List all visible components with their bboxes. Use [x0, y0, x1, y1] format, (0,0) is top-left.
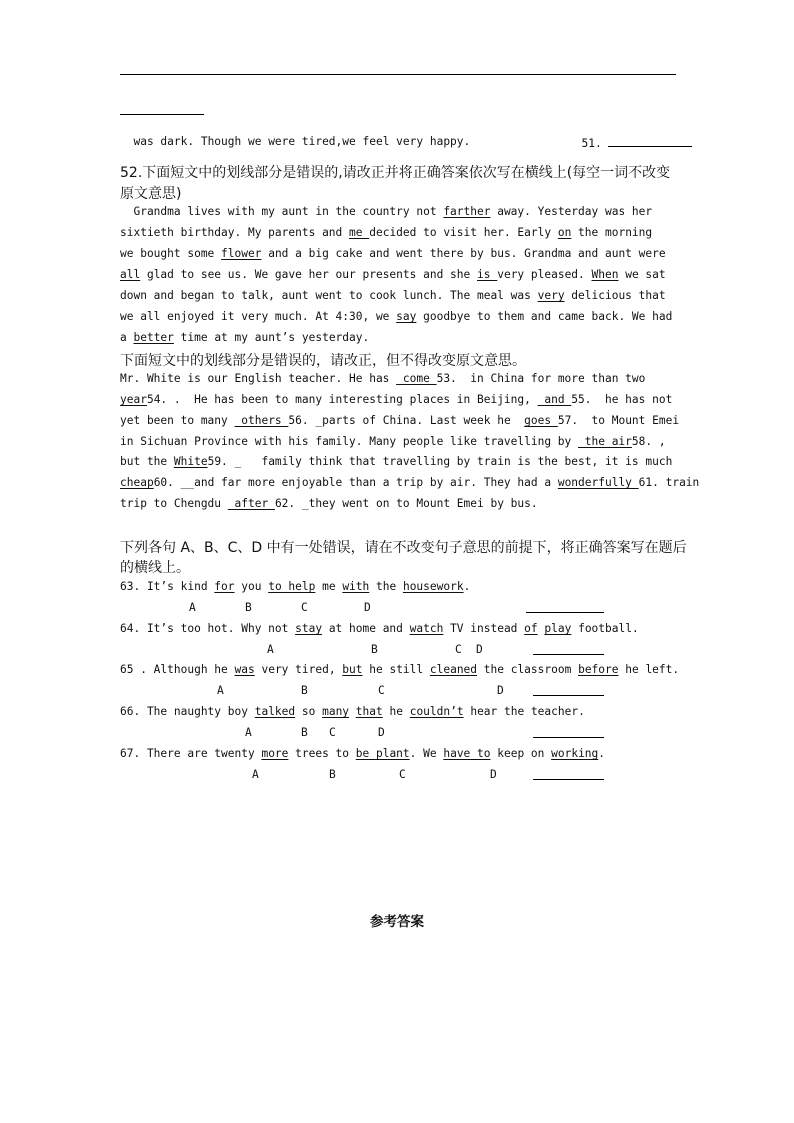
q53-line-1: Mr. White is our English teacher. He has come 53. in China for more than two [120, 372, 646, 385]
q52-line-3: we bought some flower and a big cake and went there by bus. Grandma and aunt were [120, 247, 666, 260]
sentence-66: 66. The naughty boy talked so many that he couldn’t hear the teacher. [120, 705, 585, 718]
letter-a: A [217, 684, 224, 697]
q53-heading: 下面短文中的划线部分是错误的，请改正，但不得改变原文意思。 [120, 353, 526, 369]
answer-blank-67[interactable] [533, 779, 604, 780]
q53-line-7: trip to Chengdu after 62. _they went on to Mount Emei by bus. [120, 497, 538, 510]
q52-line-1: Grandma lives with my aunt in the country not farther away. Yesterday was her [120, 205, 653, 218]
q53-line-2: year54. . He has been to many interesting places in Beijing, and 55. he has not [120, 393, 673, 406]
letter-a: A [189, 601, 196, 614]
answer-blank-64[interactable] [533, 654, 604, 655]
letter-d: D [497, 684, 504, 697]
q52-line-7: a better time at my aunt’s yesterday. [120, 331, 370, 344]
letter-b: B [371, 643, 378, 656]
letter-b: B [301, 684, 308, 697]
q63-heading-2: 的横线上。 [120, 560, 190, 576]
letter-a: A [245, 726, 252, 739]
continuation-line: was dark. Though we were tired,we feel very happy. [133, 135, 471, 148]
q52-line-2: sixtieth birthday. My parents and me decided to visit her. Early on the morning [120, 226, 653, 239]
letter-c: C [455, 643, 462, 656]
letter-d: D [364, 601, 371, 614]
answer-blank-65[interactable] [533, 695, 604, 696]
q53-line-3: yet been to many others 56. _parts of China. Last week he goes 57. to Mount Emei [120, 414, 680, 427]
q53-line-5: but the White59. _ family think that travelling by train is the best, it is much [120, 455, 673, 468]
letter-a: A [252, 768, 259, 781]
q52-line-5: down and began to talk, aunt went to cook lunch. The meal was very delicious that [120, 289, 666, 302]
answer-blank-66[interactable] [533, 737, 604, 738]
letter-c: C [399, 768, 406, 781]
sentence-65: 65 . Although he was very tired, but he still cleaned the classroom before he left. [120, 663, 680, 676]
answers-title: 参考答案 [370, 914, 424, 930]
q53-line-4: in Sichuan Province with his family. Many people like travelling by the air58. , [120, 435, 666, 448]
letter-d: D [378, 726, 385, 739]
letter-c: C [329, 726, 336, 739]
letter-b: B [329, 768, 336, 781]
q52-heading-2: 原文意思) [120, 186, 182, 202]
answer-blank[interactable] [608, 135, 692, 147]
q63-heading-1: 下列各句 A、B、C、D 中有一处错误，请在不改变句子意思的前提下，将正确答案写在题后 [120, 540, 687, 556]
sentence-64: 64. It’s too hot. Why not stay at home and watch TV instead of play football. [120, 622, 639, 635]
q52-heading-1: 52.下面短文中的划线部分是错误的,请改正并将正确答案依次写在横线上(每空一词不改变 [120, 165, 671, 181]
top-rule [120, 74, 676, 75]
letter-b: B [301, 726, 308, 739]
letter-c: C [301, 601, 308, 614]
q52-line-6: we all enjoyed it very much. At 4:30, we say goodbye to them and came back. We had [120, 310, 673, 323]
answer-blank-63[interactable] [526, 612, 604, 613]
top-blank-line [120, 114, 204, 115]
q52-line-4: all glad to see us. We gave her our presents and she is very pleased. When we sat [120, 268, 666, 281]
letter-c: C [378, 684, 385, 697]
q53-line-6: cheap60. __and far more enjoyable than a trip by air. They had a wonderfully 61. train [120, 476, 700, 489]
letter-a: A [267, 643, 274, 656]
letter-d: D [490, 768, 497, 781]
letter-b: B [245, 601, 252, 614]
sentence-63: 63. It’s kind for you to help me with the housework. [120, 580, 471, 593]
letter-d: D [476, 643, 483, 656]
sentence-67: 67. There are twenty more trees to be plant. We have to keep on working. [120, 747, 606, 760]
answer-51: 51. [568, 122, 692, 150]
